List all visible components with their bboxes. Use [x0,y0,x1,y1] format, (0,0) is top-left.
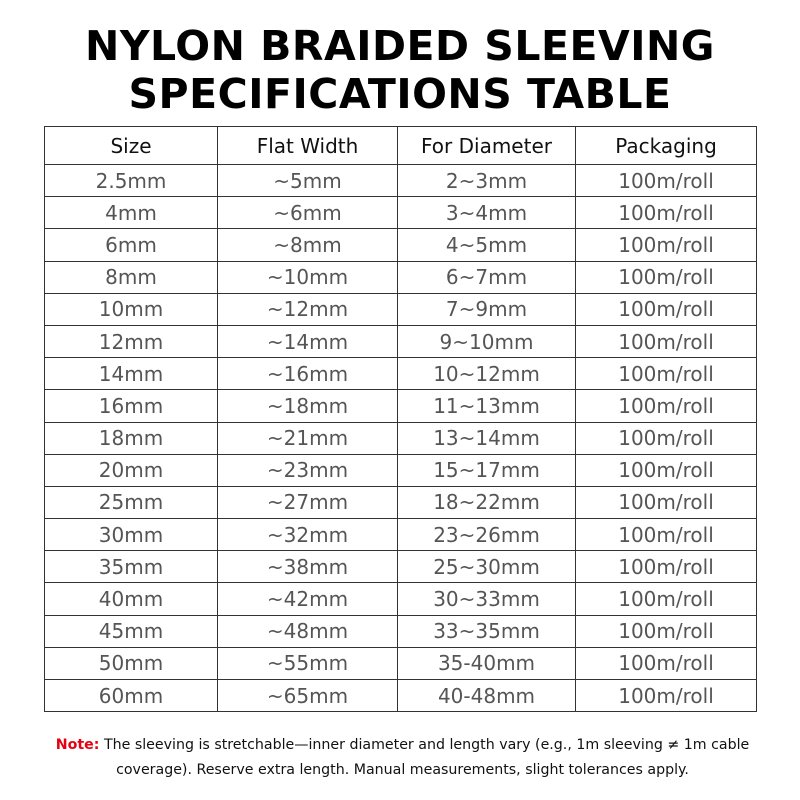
cell-for-diameter: 23~26mm [398,519,576,551]
cell-packaging: 100m/roll [576,647,757,679]
table-row [45,647,757,679]
table-row [45,486,757,518]
table-row [45,325,757,357]
cell-for-diameter: 6~7mm [398,261,576,293]
cell-for-diameter: 18~22mm [398,486,576,518]
cell-flat-width: ~14mm [218,325,398,357]
cell-size: 45mm [45,615,218,647]
cell-for-diameter: 35-40mm [398,647,576,679]
cell-size: 2.5mm [45,165,218,197]
cell-flat-width: ~8mm [218,229,398,261]
cell-flat-width: ~48mm [218,615,398,647]
table-row [45,293,757,325]
cell-size: 8mm [45,261,218,293]
cell-for-diameter: 9~10mm [398,325,576,357]
specifications-table [44,126,757,712]
cell-packaging: 100m/roll [576,325,757,357]
note-label: Note: [55,737,100,753]
cell-for-diameter: 4~5mm [398,229,576,261]
table-row [45,390,757,422]
cell-flat-width: ~42mm [218,583,398,615]
cell-packaging: 100m/roll [576,486,757,518]
cell-flat-width: ~18mm [218,390,398,422]
cell-size: 25mm [45,486,218,518]
cell-flat-width: ~21mm [218,422,398,454]
cell-size: 4mm [45,197,218,229]
cell-size: 30mm [45,519,218,551]
table-row [45,261,757,293]
cell-flat-width: ~55mm [218,647,398,679]
table-row [45,197,757,229]
table-row [45,165,757,197]
header-for-diameter: For Diameter [398,127,576,165]
cell-size: 16mm [45,390,218,422]
cell-packaging: 100m/roll [576,197,757,229]
cell-packaging: 100m/roll [576,519,757,551]
table-header-row [45,127,757,165]
cell-flat-width: ~38mm [218,551,398,583]
cell-for-diameter: 30~33mm [398,583,576,615]
table-row [45,551,757,583]
cell-packaging: 100m/roll [576,293,757,325]
cell-packaging: 100m/roll [576,165,757,197]
cell-for-diameter: 3~4mm [398,197,576,229]
cell-size: 12mm [45,325,218,357]
table-row [45,454,757,486]
cell-packaging: 100m/roll [576,615,757,647]
cell-size: 40mm [45,583,218,615]
cell-packaging: 100m/roll [576,261,757,293]
cell-flat-width: ~27mm [218,486,398,518]
cell-for-diameter: 13~14mm [398,422,576,454]
cell-packaging: 100m/roll [576,551,757,583]
cell-flat-width: ~32mm [218,519,398,551]
cell-flat-width: ~16mm [218,358,398,390]
table-row [45,422,757,454]
cell-size: 35mm [45,551,218,583]
cell-for-diameter: 33~35mm [398,615,576,647]
page-title [0,22,800,118]
cell-packaging: 100m/roll [576,390,757,422]
cell-flat-width: ~65mm [218,680,398,712]
cell-size: 10mm [45,293,218,325]
cell-flat-width: ~23mm [218,454,398,486]
cell-packaging: 100m/roll [576,422,757,454]
cell-flat-width: ~10mm [218,261,398,293]
cell-for-diameter: 25~30mm [398,551,576,583]
cell-for-diameter: 40-48mm [398,680,576,712]
title-line-1: NYLON BRAIDED SLEEVING [85,22,715,70]
header-size: Size [45,127,218,165]
cell-size: 60mm [45,680,218,712]
cell-size: 18mm [45,422,218,454]
table-row [45,358,757,390]
cell-packaging: 100m/roll [576,454,757,486]
cell-flat-width: ~6mm [218,197,398,229]
header-flat-width: Flat Width [218,127,398,165]
cell-packaging: 100m/roll [576,680,757,712]
note [30,733,775,783]
table-body [45,165,757,712]
cell-for-diameter: 11~13mm [398,390,576,422]
cell-size: 6mm [45,229,218,261]
table-row [45,680,757,712]
cell-for-diameter: 7~9mm [398,293,576,325]
table-row [45,583,757,615]
table-row [45,519,757,551]
cell-packaging: 100m/roll [576,583,757,615]
table-row [45,229,757,261]
header-packaging: Packaging [576,127,757,165]
table-row [45,615,757,647]
cell-size: 14mm [45,358,218,390]
cell-packaging: 100m/roll [576,358,757,390]
cell-size: 50mm [45,647,218,679]
cell-flat-width: ~12mm [218,293,398,325]
cell-for-diameter: 15~17mm [398,454,576,486]
cell-for-diameter: 2~3mm [398,165,576,197]
title-line-2: SPECIFICATIONS TABLE [128,70,672,118]
note-text: The sleeving is stretchable—inner diameter and length vary (e.g., 1m sleeving ≠ 1m cable coverage). Reserve extra length. Manual measurements, slight tolerances apply. [103,737,750,778]
cell-packaging: 100m/roll [576,229,757,261]
cell-size: 20mm [45,454,218,486]
cell-for-diameter: 10~12mm [398,358,576,390]
cell-flat-width: ~5mm [218,165,398,197]
